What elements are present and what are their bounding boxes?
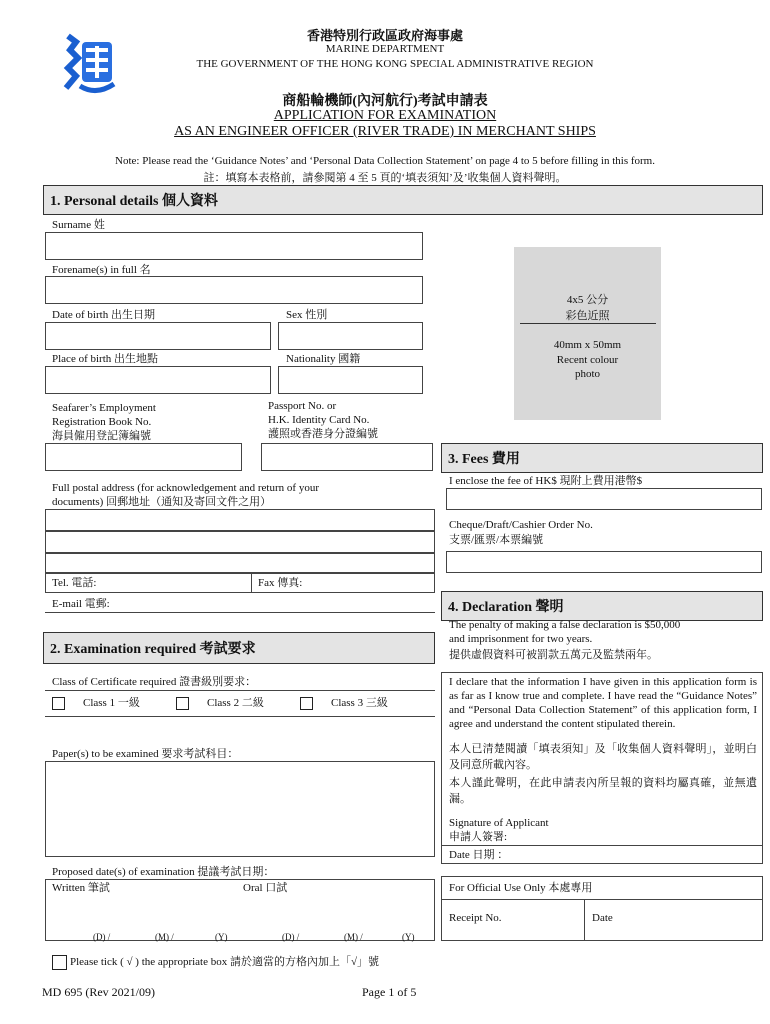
dept-en: MARINE DEPARTMENT bbox=[325, 43, 445, 55]
seafarer-label-3: 海員僱用登記簿編號 bbox=[52, 430, 151, 442]
passport-label-1: Passport No. or bbox=[268, 400, 337, 412]
papers-input[interactable] bbox=[45, 761, 435, 857]
declaration-heading: 4. Declaration 聲明 bbox=[441, 591, 763, 621]
class2-label: Class 2 二級 bbox=[207, 697, 264, 709]
tick-note-checkbox bbox=[52, 955, 67, 970]
class3-label: Class 3 三級 bbox=[331, 697, 388, 709]
passport-label-3: 護照或香港身分證編號 bbox=[268, 428, 378, 440]
photo-area bbox=[514, 247, 661, 420]
photo-size-zh: 4x5 公分 bbox=[566, 294, 609, 306]
fee-enclose-label: I enclose the fee of HK$ 現附上費用港幣$ bbox=[449, 475, 643, 487]
nationality-input[interactable] bbox=[278, 366, 423, 394]
forename-label: Forename(s) in full 名 bbox=[52, 264, 151, 276]
declaration-text-en: I declare that the information I have given in this application form is as far as I know true and complete. I have read the “Guidance Notes” and “Personal Data Collection Statement” of this application form, I agree and understand the content stipulated therein. bbox=[449, 676, 757, 730]
dept-zh: 香港特別行政區政府海事處 bbox=[306, 28, 463, 43]
declaration-text-zh-2: 本人謹此聲明，在此申請表內所呈報的資料均屬真確，並無遺漏。 bbox=[449, 777, 757, 805]
fee-amount-input[interactable] bbox=[446, 488, 762, 510]
address-line-3[interactable] bbox=[45, 553, 435, 573]
class1-option[interactable] bbox=[52, 696, 140, 710]
signature-label-zh: 申請人簽署: bbox=[449, 831, 508, 843]
oral-day: (D) / bbox=[282, 932, 300, 942]
fax-label: Fax 傳真: bbox=[258, 577, 303, 589]
note-zh: 註：填寫本表格前，請參閱第 4 至 5 頁的‘填表須知’及’收集個人資料聲明。 bbox=[203, 172, 567, 184]
penalty-line-1: The penalty of making a false declaration is $50,000 bbox=[449, 619, 681, 631]
penalty-zh: 提供虛假資料可被罰款五萬元及監禁兩年。 bbox=[449, 649, 658, 661]
official-col-divider bbox=[584, 900, 585, 940]
passport-input[interactable] bbox=[261, 443, 433, 471]
receipt-label: Receipt No. bbox=[449, 912, 502, 924]
class-label: Class of Certificate required 證書級別要求： bbox=[52, 676, 257, 688]
signature-label-en: Signature of Applicant bbox=[449, 817, 549, 829]
title-en-line2: AS AN ENGINEER OFFICER (RIVER TRADE) IN MERCHANT SHIPS bbox=[174, 124, 596, 139]
fees-heading: 3. Fees 費用 bbox=[441, 443, 763, 473]
written-month: (M) / bbox=[155, 932, 174, 942]
address-line-2[interactable] bbox=[45, 531, 435, 553]
class3-option[interactable] bbox=[300, 696, 388, 710]
pob-input[interactable] bbox=[45, 366, 271, 394]
proposed-date-label: Proposed date(s) of examination 提議考試日期： bbox=[52, 866, 275, 878]
seafarer-label-1: Seafarer’s Employment bbox=[52, 402, 156, 414]
written-label: Written 筆試 bbox=[52, 882, 110, 894]
official-use-heading: For Official Use Only 本處專用 bbox=[449, 882, 593, 894]
photo-divider bbox=[520, 323, 656, 324]
surname-label: Surname 姓 bbox=[52, 219, 105, 231]
class2-option[interactable] bbox=[176, 696, 264, 710]
class-top-line bbox=[45, 690, 435, 691]
seafarer-book-input[interactable] bbox=[45, 443, 242, 471]
cheque-number-input[interactable] bbox=[446, 551, 762, 573]
declaration-text-zh-1: 本人已清楚閱讀「填表須知」及「收集個人資料聲明」，並明白及同意所載內容。 bbox=[449, 743, 757, 771]
signature-line bbox=[441, 845, 763, 846]
tel-fax-row bbox=[45, 573, 435, 593]
cheque-label-zh: 支票/匯票/本票編號 bbox=[449, 534, 544, 546]
written-year: (Y) bbox=[215, 932, 228, 942]
class3-checkbox[interactable] bbox=[300, 697, 313, 710]
written-day: (D) / bbox=[93, 932, 111, 942]
photo-recent: Recent colour bbox=[556, 354, 619, 366]
gov-en: THE GOVERNMENT OF THE HONG KONG SPECIAL ADMINISTRATIVE REGION bbox=[196, 58, 594, 70]
oral-month: (M) / bbox=[344, 932, 363, 942]
tick-note-text: Please tick ( √ ) the appropriate box 請於適當的方格內加上「√」號 bbox=[70, 956, 380, 969]
tick-note bbox=[52, 955, 379, 970]
photo-word: photo bbox=[574, 368, 601, 380]
title-zh: 商船輪機師(內河航行)考試申請表 bbox=[282, 94, 488, 109]
official-divider bbox=[442, 899, 762, 900]
seafarer-label-2: Registration Book No. bbox=[52, 416, 152, 428]
examination-heading: 2. Examination required 考試要求 bbox=[43, 632, 435, 664]
oral-year: (Y) bbox=[402, 932, 415, 942]
photo-size-en: 40mm x 50mm bbox=[553, 339, 622, 351]
note-en: Note: Please read the ‘Guidance Notes’ and ‘Personal Data Collection Statement’ on page 4 to 5 before filling in this form. bbox=[115, 155, 655, 167]
nationality-label: Nationality 國籍 bbox=[286, 353, 361, 365]
email-underline bbox=[45, 612, 435, 613]
forename-input[interactable] bbox=[45, 276, 423, 304]
class-bottom-line bbox=[45, 716, 435, 717]
page-number: Page 1 of 5 bbox=[362, 985, 417, 999]
address-label-2: documents) 回郵地址（通知及寄回文件之用） bbox=[52, 496, 272, 508]
oral-label: Oral 口試 bbox=[243, 882, 288, 894]
sex-input[interactable] bbox=[278, 322, 423, 350]
dob-label: Date of birth 出生日期 bbox=[52, 309, 155, 321]
passport-label-2: H.K. Identity Card No. bbox=[268, 414, 370, 426]
tel-fax-divider bbox=[251, 574, 252, 592]
dob-input[interactable] bbox=[45, 322, 271, 350]
declaration-date-label: Date 日期 ： bbox=[449, 849, 509, 861]
official-date-label: Date bbox=[592, 912, 613, 924]
papers-label: Paper(s) to be examined 要求考試科目： bbox=[52, 748, 239, 760]
tel-label: Tel. 電話: bbox=[52, 577, 97, 589]
title-en-line1: APPLICATION FOR EXAMINATION bbox=[273, 108, 497, 123]
cheque-label-en: Cheque/Draft/Cashier Order No. bbox=[449, 519, 593, 531]
personal-details-heading: 1. Personal details 個人資料 bbox=[43, 185, 763, 215]
class2-checkbox[interactable] bbox=[176, 697, 189, 710]
pob-label: Place of birth 出生地點 bbox=[52, 353, 159, 365]
surname-input[interactable] bbox=[45, 232, 423, 260]
sex-label: Sex 性別 bbox=[286, 309, 328, 321]
penalty-line-2: and imprisonment for two years. bbox=[449, 633, 593, 645]
address-line-1[interactable] bbox=[45, 509, 435, 531]
photo-colour-zh: 彩色近照 bbox=[565, 310, 610, 322]
class1-checkbox[interactable] bbox=[52, 697, 65, 710]
form-number: MD 695 (Rev 2021/09) bbox=[42, 985, 155, 999]
email-label: E-mail 電郵: bbox=[52, 598, 110, 610]
class1-label: Class 1 一級 bbox=[83, 697, 140, 709]
address-label-1: Full postal address (for acknowledgement and return of your bbox=[52, 482, 319, 494]
